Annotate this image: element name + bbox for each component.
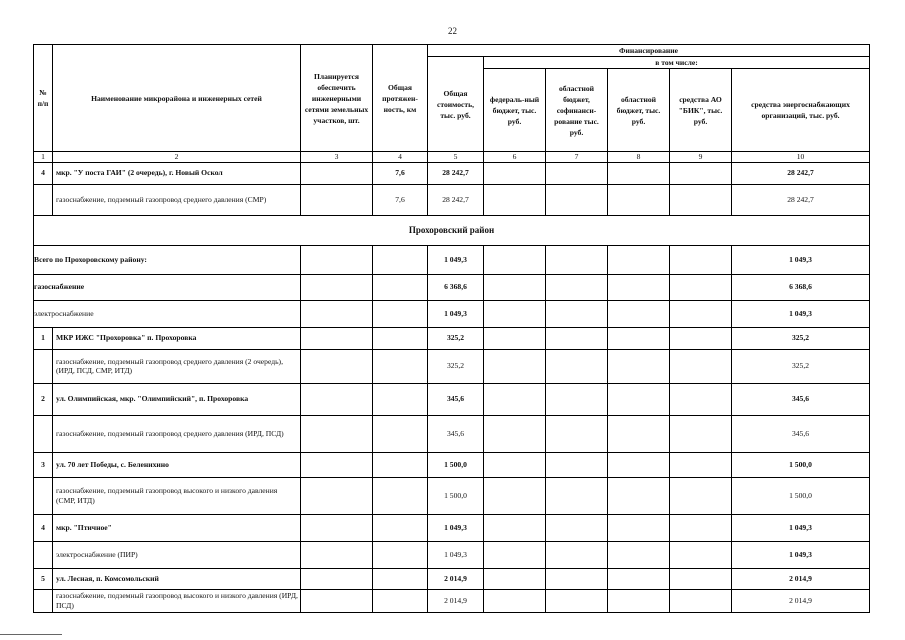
summary-row [34, 300, 870, 327]
row-total: 325,2 [428, 327, 484, 349]
header-bik: средства АО "БИК", тыс. руб. [670, 69, 732, 152]
col-number: 8 [608, 152, 670, 163]
row-name: МКР ИЖС "Прохоровка" п. Прохоровка [53, 327, 301, 349]
row-total: 2 014,9 [428, 568, 484, 589]
table-row [34, 514, 870, 541]
table-row [34, 415, 870, 452]
header-federal: федераль-ный бюджет, тыс. руб. [484, 69, 546, 152]
row-energy: 2 014,9 [732, 568, 870, 589]
row-name: ул. 70 лет Победы, с. Беленихино [53, 452, 301, 477]
header-total-cost: Общая стоимость, тыс. руб. [428, 57, 484, 152]
table-row [34, 477, 870, 514]
row-regional-cofin [546, 162, 608, 184]
row-regional [608, 184, 670, 215]
summary-total: 1 049,3 [428, 245, 484, 274]
header-length: Общая протяжен-ность, км [373, 45, 428, 152]
row-energy: 325,2 [732, 327, 870, 349]
row-total: 345,6 [428, 383, 484, 415]
row-total: 2 014,9 [428, 589, 484, 612]
row-number [34, 349, 53, 383]
row-total: 1 500,0 [428, 452, 484, 477]
col-number: 9 [670, 152, 732, 163]
table-row [34, 452, 870, 477]
row-name: ул. Олимпийская, мкр. "Олимпийский", п. Прохоровка [53, 383, 301, 415]
row-number [34, 415, 53, 452]
row-energy: 1 049,3 [732, 514, 870, 541]
row-number: 1 [34, 327, 53, 349]
header-regional: областной бюджет, тыс. руб. [608, 69, 670, 152]
row-number: 5 [34, 568, 53, 589]
table-row [34, 589, 870, 612]
row-number: 4 [34, 162, 53, 184]
row-total: 28 242,7 [428, 184, 484, 215]
summary-name: электроснабжение [34, 300, 301, 327]
col-number: 6 [484, 152, 546, 163]
row-energy: 325,2 [732, 349, 870, 383]
header-name: Наименование микрорайона и инженерных сетей [53, 45, 301, 152]
table-row [34, 568, 870, 589]
row-total: 28 242,7 [428, 162, 484, 184]
summary-energy: 1 049,3 [732, 300, 870, 327]
header-energy: средства энергоснабжающих организаций, тыс. руб. [732, 69, 870, 152]
row-regional [608, 162, 670, 184]
row-energy: 2 014,9 [732, 589, 870, 612]
row-energy: 345,6 [732, 383, 870, 415]
row-planned [301, 184, 373, 215]
row-number [34, 184, 53, 215]
summary-total: 1 049,3 [428, 300, 484, 327]
table-row [34, 383, 870, 415]
row-total: 345,6 [428, 415, 484, 452]
summary-energy: 1 049,3 [732, 245, 870, 274]
table-row [34, 184, 870, 215]
row-name: мкр. "Птичное" [53, 514, 301, 541]
row-energy: 1 049,3 [732, 541, 870, 568]
header-including: в том числе: [484, 57, 870, 69]
scan-edge-line [0, 634, 62, 635]
header-regional-cofin: областной бюджет, софинанси-рование тыс. руб. [546, 69, 608, 152]
row-length: 7,6 [373, 184, 428, 215]
col-number: 4 [373, 152, 428, 163]
summary-row [34, 274, 870, 300]
row-total: 1 049,3 [428, 514, 484, 541]
row-number [34, 477, 53, 514]
summary-name: газоснабжение [34, 274, 301, 300]
row-energy: 1 500,0 [732, 477, 870, 514]
row-planned [301, 162, 373, 184]
row-name: электроснабжение (ПИР) [53, 541, 301, 568]
row-name: газоснабжение, подземный газопровод среднего давления (СМР) [53, 184, 301, 215]
col-number: 3 [301, 152, 373, 163]
row-bik [670, 162, 732, 184]
table-row [34, 327, 870, 349]
row-number: 2 [34, 383, 53, 415]
row-name: ул. Лесная, п. Комсомольский [53, 568, 301, 589]
row-total: 325,2 [428, 349, 484, 383]
header-financing: Финансирование [428, 45, 870, 57]
row-energy: 28 242,7 [732, 184, 870, 215]
col-number: 5 [428, 152, 484, 163]
page-number: 22 [448, 26, 457, 36]
summary-name: Всего по Прохоровскому району: [34, 245, 301, 274]
header-no: № п/п [34, 45, 53, 152]
region-title: Прохоровский район [34, 215, 870, 245]
col-number: 2 [53, 152, 301, 163]
row-length: 7,6 [373, 162, 428, 184]
row-energy: 1 500,0 [732, 452, 870, 477]
header-planned: Планируется обеспечить инженерными сетями земельных участков, шт. [301, 45, 373, 152]
financing-table [33, 44, 870, 613]
row-bik [670, 184, 732, 215]
table-row [34, 541, 870, 568]
row-energy: 345,6 [732, 415, 870, 452]
row-federal [484, 184, 546, 215]
row-name: мкр. "У поста ГАИ" (2 очередь), г. Новый Оскол [53, 162, 301, 184]
row-name: газоснабжение, подземный газопровод среднего давления (ИРД, ПСД) [53, 415, 301, 452]
row-name: газоснабжение, подземный газопровод высокого и низкого давления (СМР, ИТД) [53, 477, 301, 514]
table-row [34, 162, 870, 184]
row-name: газоснабжение, подземный газопровод среднего давления (2 очередь), (ИРД, ПСД, СМР, ИТД) [53, 349, 301, 383]
summary-total: 6 368,6 [428, 274, 484, 300]
row-name: газоснабжение, подземный газопровод высокого и низкого давления (ИРД, ПСД) [53, 589, 301, 612]
row-number: 4 [34, 514, 53, 541]
row-energy: 28 242,7 [732, 162, 870, 184]
col-number: 1 [34, 152, 53, 163]
col-number: 7 [546, 152, 608, 163]
col-number: 10 [732, 152, 870, 163]
summary-row [34, 245, 870, 274]
row-federal [484, 162, 546, 184]
row-number: 3 [34, 452, 53, 477]
row-number [34, 589, 53, 612]
row-regional-cofin [546, 184, 608, 215]
summary-energy: 6 368,6 [732, 274, 870, 300]
table-row [34, 349, 870, 383]
row-number [34, 541, 53, 568]
row-total: 1 049,3 [428, 541, 484, 568]
row-total: 1 500,0 [428, 477, 484, 514]
